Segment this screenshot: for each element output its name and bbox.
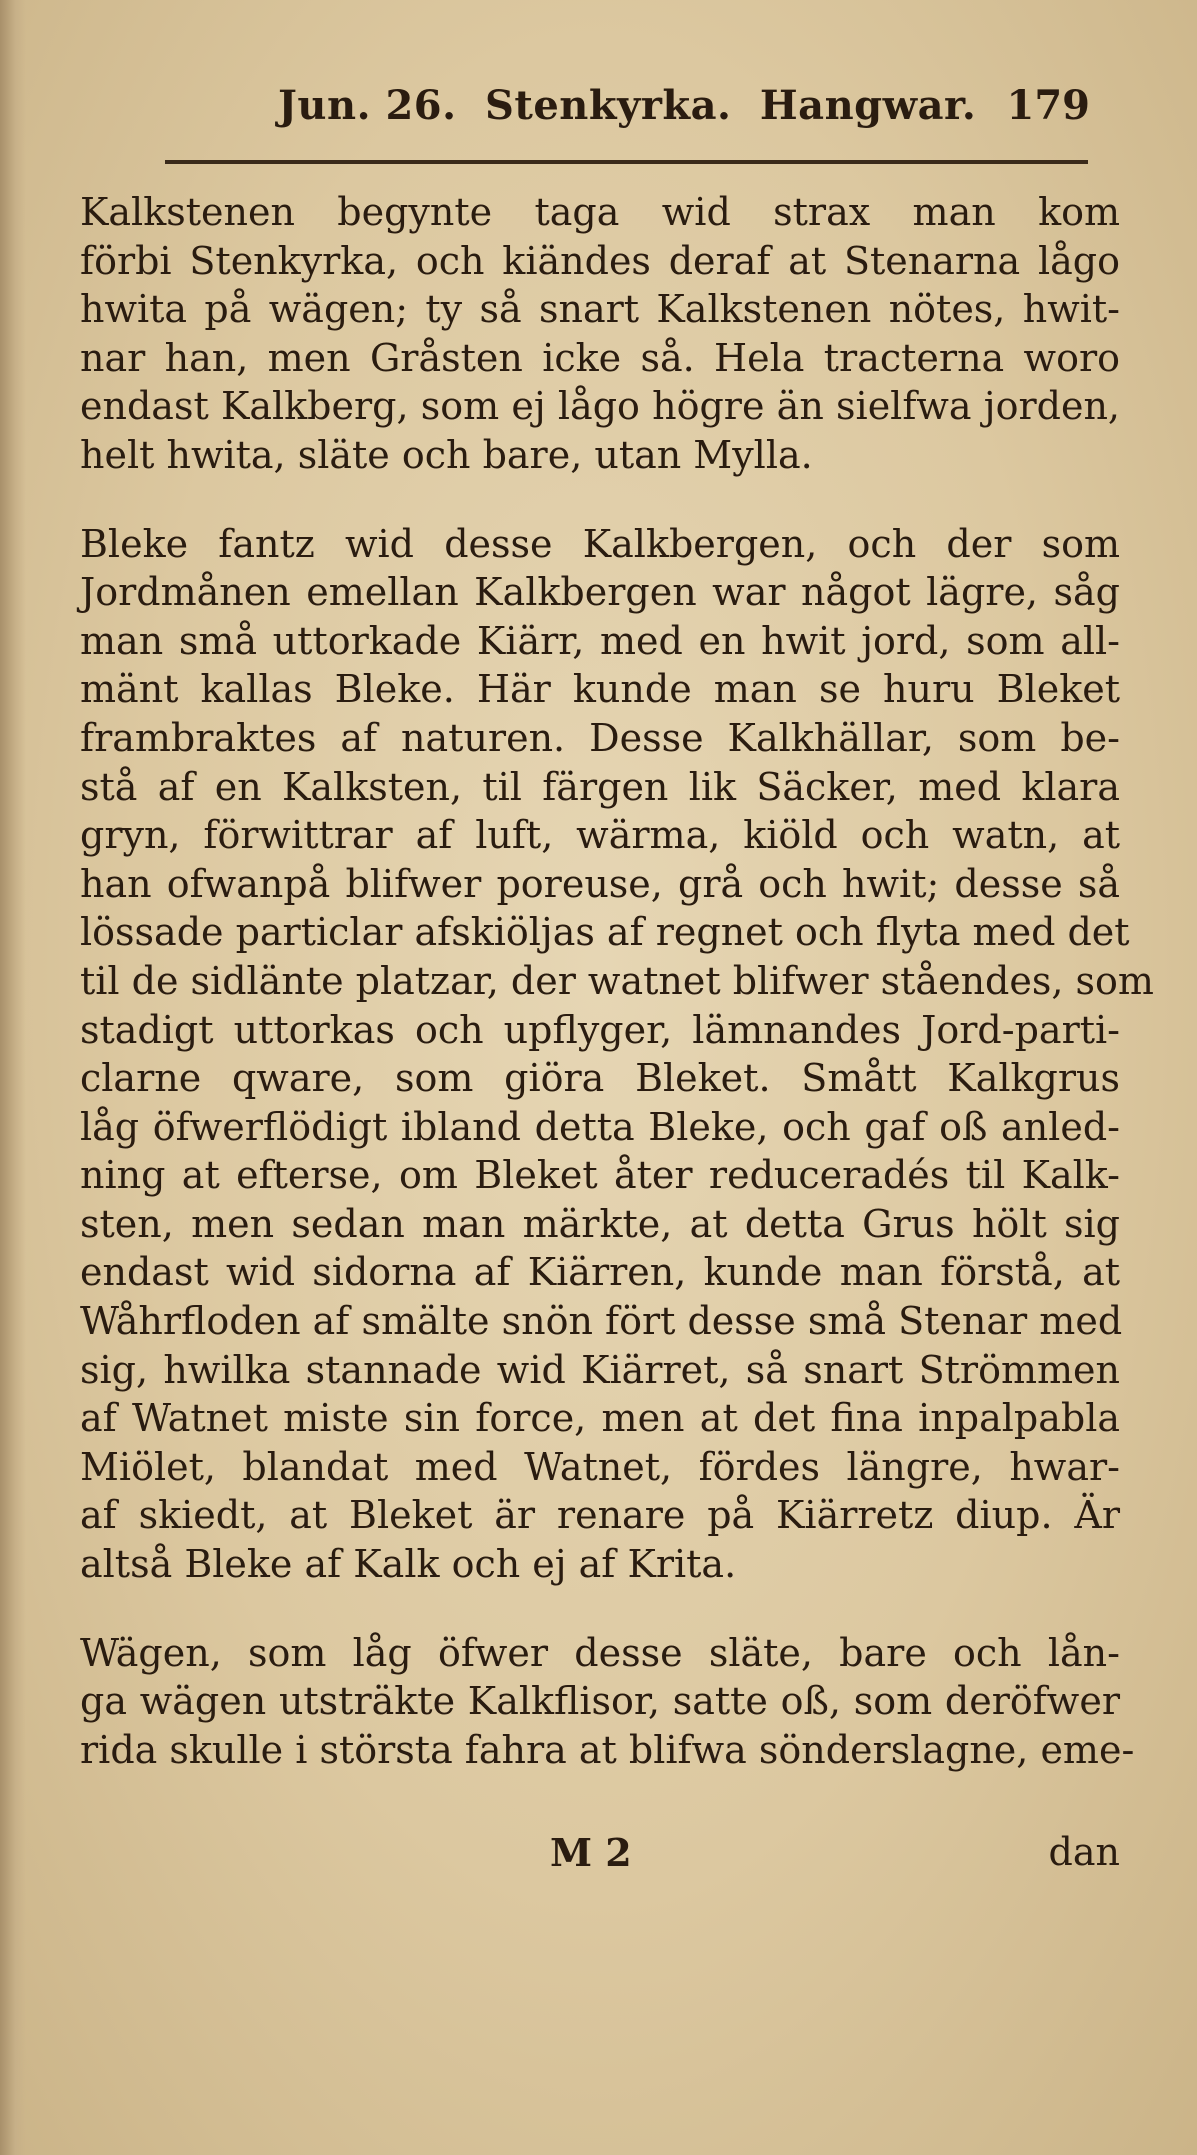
text-line: mänt kallas Bleke. Här kunde man se huru Bleket bbox=[80, 667, 1120, 712]
text-line: gryn, förwittrar af luft, wärma, kiöld och watn, at bbox=[80, 813, 1120, 858]
text-line: Miölet, blandat med Watnet, fördes längre, hwar- bbox=[80, 1444, 1120, 1489]
page-number: 179 bbox=[1006, 82, 1090, 129]
paragraph-bleke bbox=[80, 520, 1154, 1589]
text-line: frambraktes af naturen. Desse Kalkhällar, som be- bbox=[80, 715, 1120, 760]
text-line: af Watnet miste sin force, men at det fina inpalpabla bbox=[80, 1396, 1120, 1441]
text-line: lössade particlar afskiöljas af regnet och flyta med det bbox=[80, 910, 1130, 955]
header-place-1: Stenkyrka. bbox=[484, 82, 732, 129]
text-line: altså Bleke af Kalk och ej af Krita. bbox=[80, 1542, 737, 1587]
text-line: stå af en Kalksten, til färgen lik Säcker, med klara bbox=[80, 764, 1120, 809]
text-line: hwita på wägen; ty så snart Kalkstenen nötes, hwit- bbox=[80, 287, 1120, 332]
text-line: til de sidlänte platzar, der watnet blifwer ståendes, som bbox=[80, 958, 1154, 1003]
paragraph-gap bbox=[80, 1589, 1120, 1629]
text-line: Kalkstenen begynte taga wid strax man kom bbox=[80, 190, 1120, 234]
running-head bbox=[278, 82, 990, 129]
text-line: ning at efterse, om Bleket åter reduceradés til Kalk- bbox=[80, 1153, 1120, 1198]
page-footer bbox=[80, 1830, 1120, 1890]
text-line: nar han, men Gråsten icke så. Hela tracterna woro bbox=[80, 335, 1120, 380]
header-date: Jun. 26. bbox=[278, 82, 457, 129]
text-line: ga wägen utsträkte Kalkflisor, satte oß, som deröfwer bbox=[80, 1679, 1120, 1724]
page-gutter-shadow bbox=[0, 0, 26, 2155]
text-line: Wåhrfloden af smälte snön fört desse små Stenar med bbox=[80, 1299, 1123, 1344]
text-line: han ofwanpå blifwer poreuse, grå och hwit; desse så bbox=[80, 861, 1120, 906]
text-line: låg öfwerflödigt ibland detta Bleke, och gaf oß anled- bbox=[80, 1104, 1120, 1149]
text-line: stadigt uttorkas och upflyger, lämnandes Jord-parti- bbox=[80, 1007, 1120, 1052]
text-line: af skiedt, at Bleket är renare på Kiärretz diup. Är bbox=[80, 1493, 1120, 1538]
text-line: helt hwita, släte och bare, utan Mylla. bbox=[80, 432, 813, 477]
text-line: man små uttorkade Kiärr, med en hwit jord, som all- bbox=[80, 618, 1120, 663]
text-line: förbi Stenkyrka, och kiändes deraf at Stenarna lågo bbox=[80, 238, 1120, 283]
text-line: sten, men sedan man märkte, at detta Grus hölt sig bbox=[80, 1201, 1120, 1246]
text-line: clarne qware, som giöra Bleket. Smått Kalkgrus bbox=[80, 1056, 1120, 1101]
text-line: endast Kalkberg, som ej lågo högre än sielfwa jorden, bbox=[80, 384, 1120, 429]
text-line: Wägen, som låg öfwer desse släte, bare och lån- bbox=[80, 1630, 1120, 1675]
text-line: Bleke fantz wid desse Kalkbergen, och der som bbox=[80, 521, 1120, 566]
body-text bbox=[80, 188, 1154, 1774]
catchword: dan bbox=[1048, 1830, 1120, 1874]
running-header bbox=[160, 82, 1090, 142]
header-place-2: Hangwar. bbox=[759, 82, 977, 129]
paragraph-kalkstenen bbox=[80, 188, 1120, 480]
signature-mark: M 2 bbox=[550, 1830, 632, 1875]
paragraph-wagen bbox=[80, 1629, 1135, 1775]
text-line: sig, hwilka stannade wid Kiärret, så snart Strömmen bbox=[80, 1347, 1120, 1392]
text-line: Jordmånen emellan Kalkbergen war något lägre, såg bbox=[80, 570, 1120, 615]
paragraph-gap bbox=[80, 480, 1120, 520]
text-line: endast wid sidorna af Kiärren, kunde man förstå, at bbox=[80, 1250, 1120, 1295]
header-rule bbox=[165, 160, 1088, 164]
text-line: rida skulle i största fahra at blifwa sönderslagne, eme- bbox=[80, 1727, 1135, 1772]
